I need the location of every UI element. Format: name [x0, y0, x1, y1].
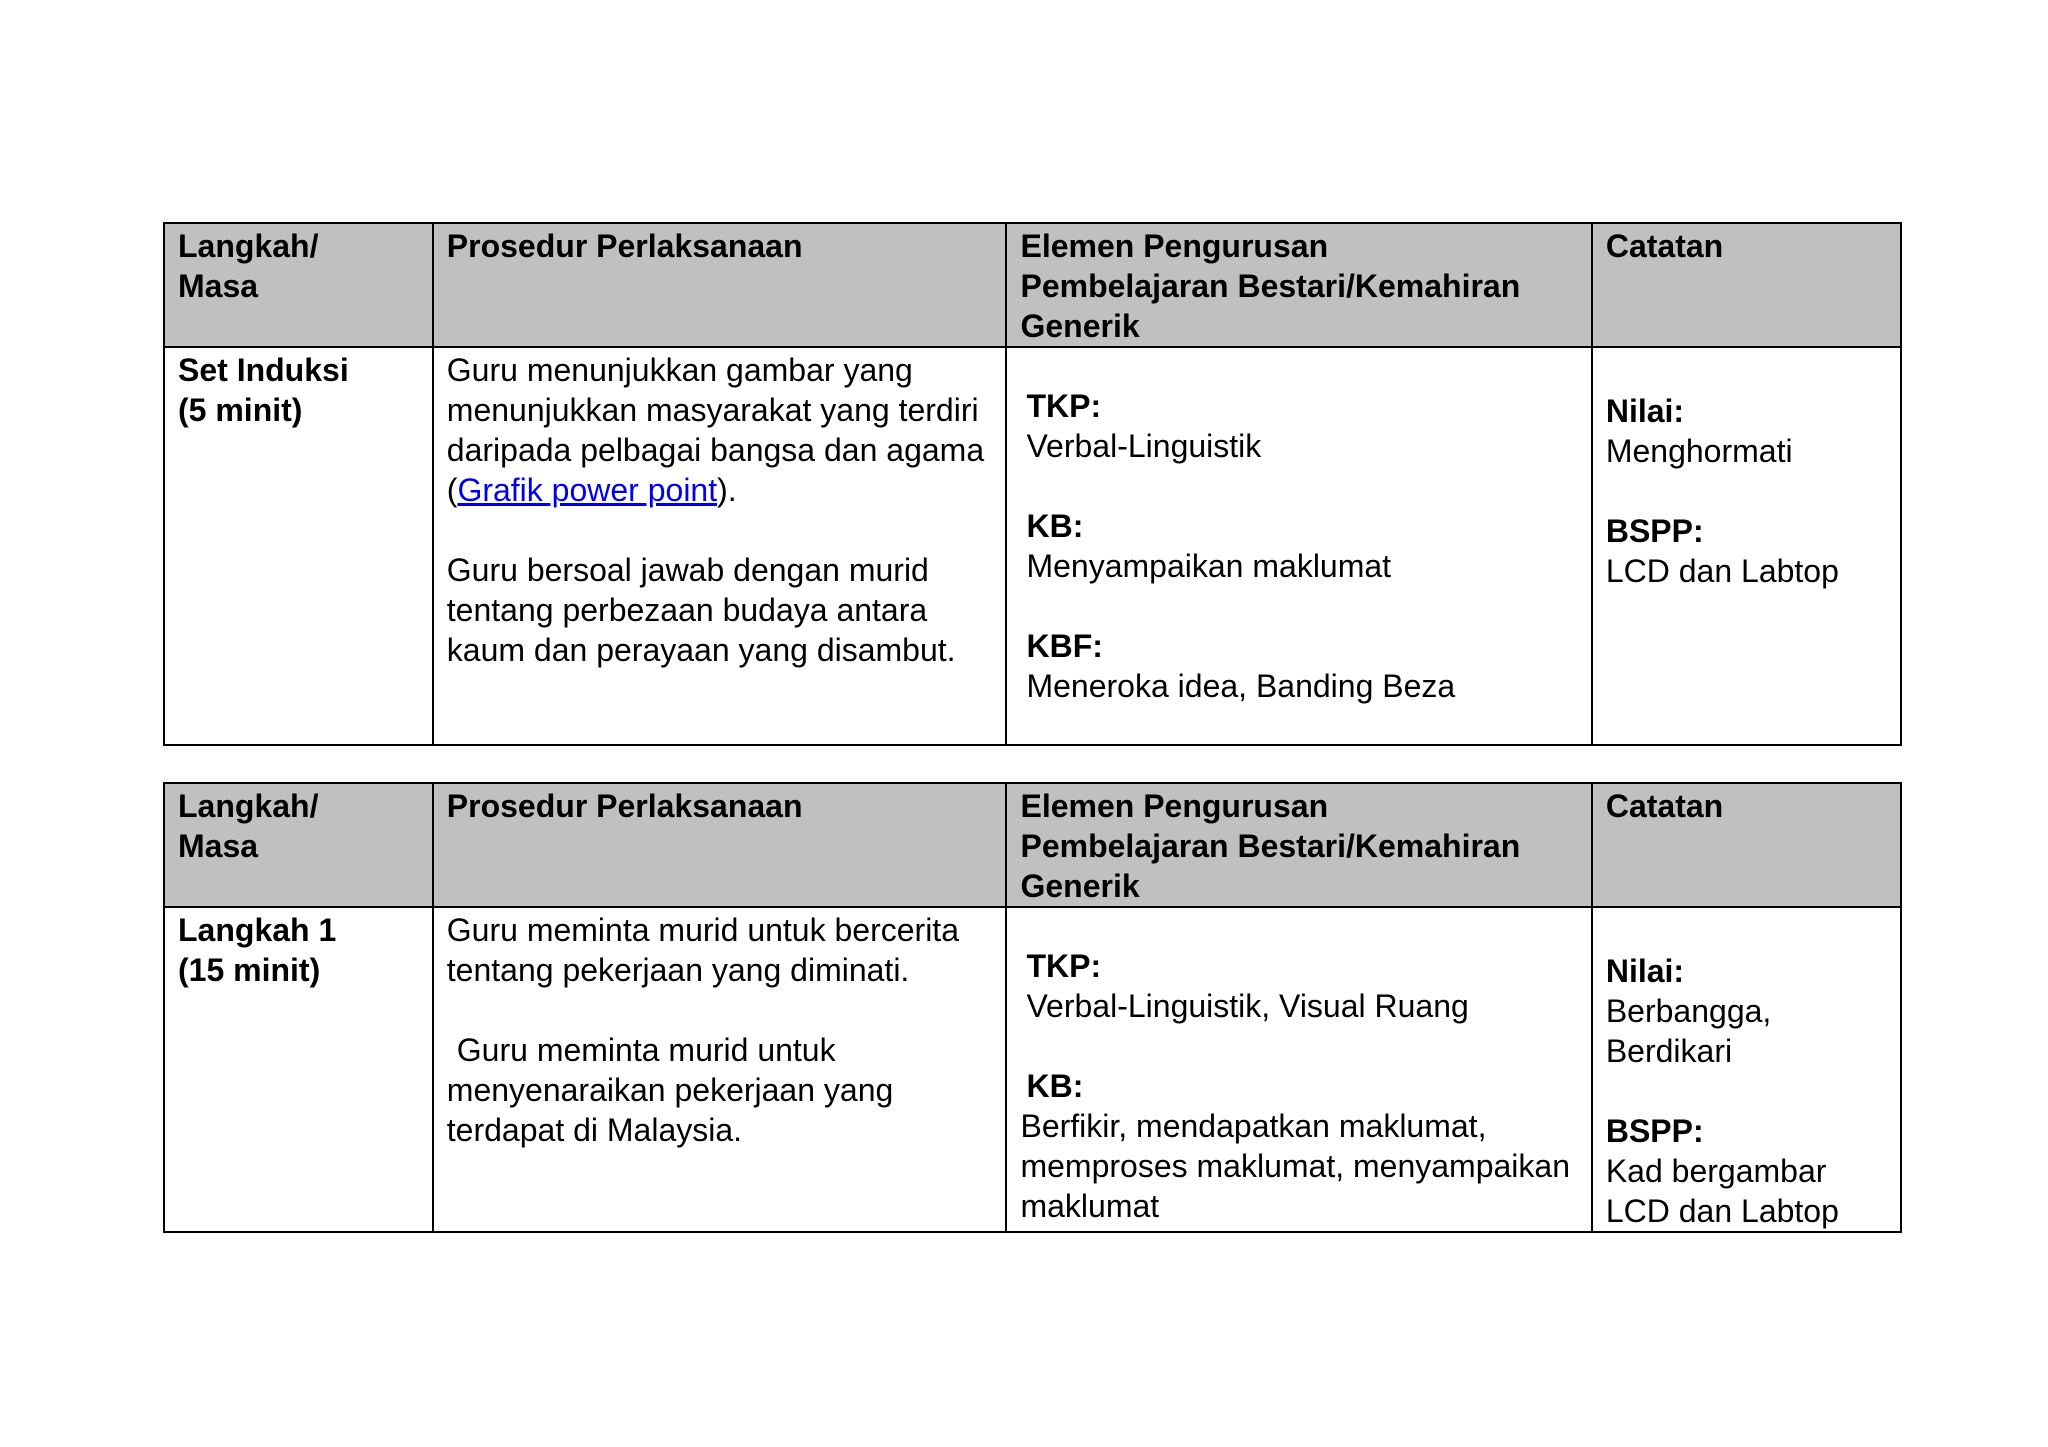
header-elements: Elemen Pengurusan Pembelajaran Bestari/Kemahiran Generik [1006, 783, 1591, 907]
header-notes: Catatan [1592, 783, 1901, 907]
header-step-time: Langkah/ Masa [164, 783, 433, 907]
table-row [164, 907, 1901, 1232]
table-header-row [164, 223, 1901, 347]
element-value: Meneroka idea, Banding Beza [1026, 668, 1456, 704]
element-label: KB: [1026, 508, 1084, 544]
header-elements: Elemen Pengurusan Pembelajaran Bestari/Kemahiran Generik [1006, 223, 1591, 347]
elements-cell [1006, 347, 1591, 745]
procedure-cell [433, 907, 1007, 1232]
note-value: LCD dan Labtop [1605, 553, 1839, 589]
note-label: BSPP: [1605, 1113, 1704, 1149]
element-value: Verbal-Linguistik [1026, 428, 1262, 464]
header-notes: Catatan [1592, 223, 1901, 347]
procedure-cell [433, 347, 1007, 745]
header-step-time: Langkah/ Masa [164, 223, 433, 347]
element-value: Verbal-Linguistik, Visual Ruang [1026, 988, 1469, 1024]
note-label: Nilai: [1605, 953, 1685, 989]
element-label: KBF: [1026, 628, 1103, 664]
procedure-paragraph: Guru meminta murid untuk bercerita tentang pekerjaan yang diminati. [446, 912, 959, 988]
table-row [164, 347, 1901, 745]
note-value: Kad bergambar [1605, 1153, 1827, 1189]
element-label: TKP: [1026, 948, 1102, 984]
note-value: Menghormati [1605, 433, 1793, 469]
elements-cell [1006, 907, 1591, 1232]
note-label: Nilai: [1605, 393, 1685, 429]
table-header-row [164, 783, 1901, 907]
header-procedure: Prosedur Perlaksanaan [433, 223, 1007, 347]
element-label: TKP: [1026, 388, 1102, 424]
element-value: Berfikir, mendapatkan maklumat, memproses maklumat, menyampaikan maklumat [1020, 1108, 1570, 1224]
procedure-paragraph: Guru menunjukkan gambar yang menunjukkan masyarakat yang terdiri daripada pelbagai bangsa dan agama (Grafik power point). [446, 352, 985, 508]
note-value: Berbangga, Berdikari [1605, 993, 1772, 1069]
note-label: BSPP: [1605, 513, 1704, 549]
procedure-paragraph: Guru bersoal jawab dengan murid tentang perbezaan budaya antara kaum dan perayaan yang disambut. [446, 552, 956, 668]
step-time-cell: Langkah 1 (15 minit) [164, 907, 433, 1232]
note-value: LCD dan Labtop [1605, 1193, 1839, 1229]
step-time-cell: Set Induksi (5 minit) [164, 347, 433, 745]
notes-cell [1592, 347, 1901, 745]
lesson-table-set-induksi [163, 222, 1902, 746]
procedure-paragraph: Guru meminta murid untuk menyenaraikan pekerjaan yang terdapat di Malaysia. [446, 1032, 894, 1148]
header-procedure: Prosedur Perlaksanaan [433, 783, 1007, 907]
grafik-power-point-link[interactable]: Grafik power point [457, 472, 718, 508]
notes-cell [1592, 907, 1901, 1232]
element-value: Menyampaikan maklumat [1026, 548, 1392, 584]
lesson-table-langkah-1 [163, 782, 1902, 1233]
element-label: KB: [1026, 1068, 1084, 1104]
